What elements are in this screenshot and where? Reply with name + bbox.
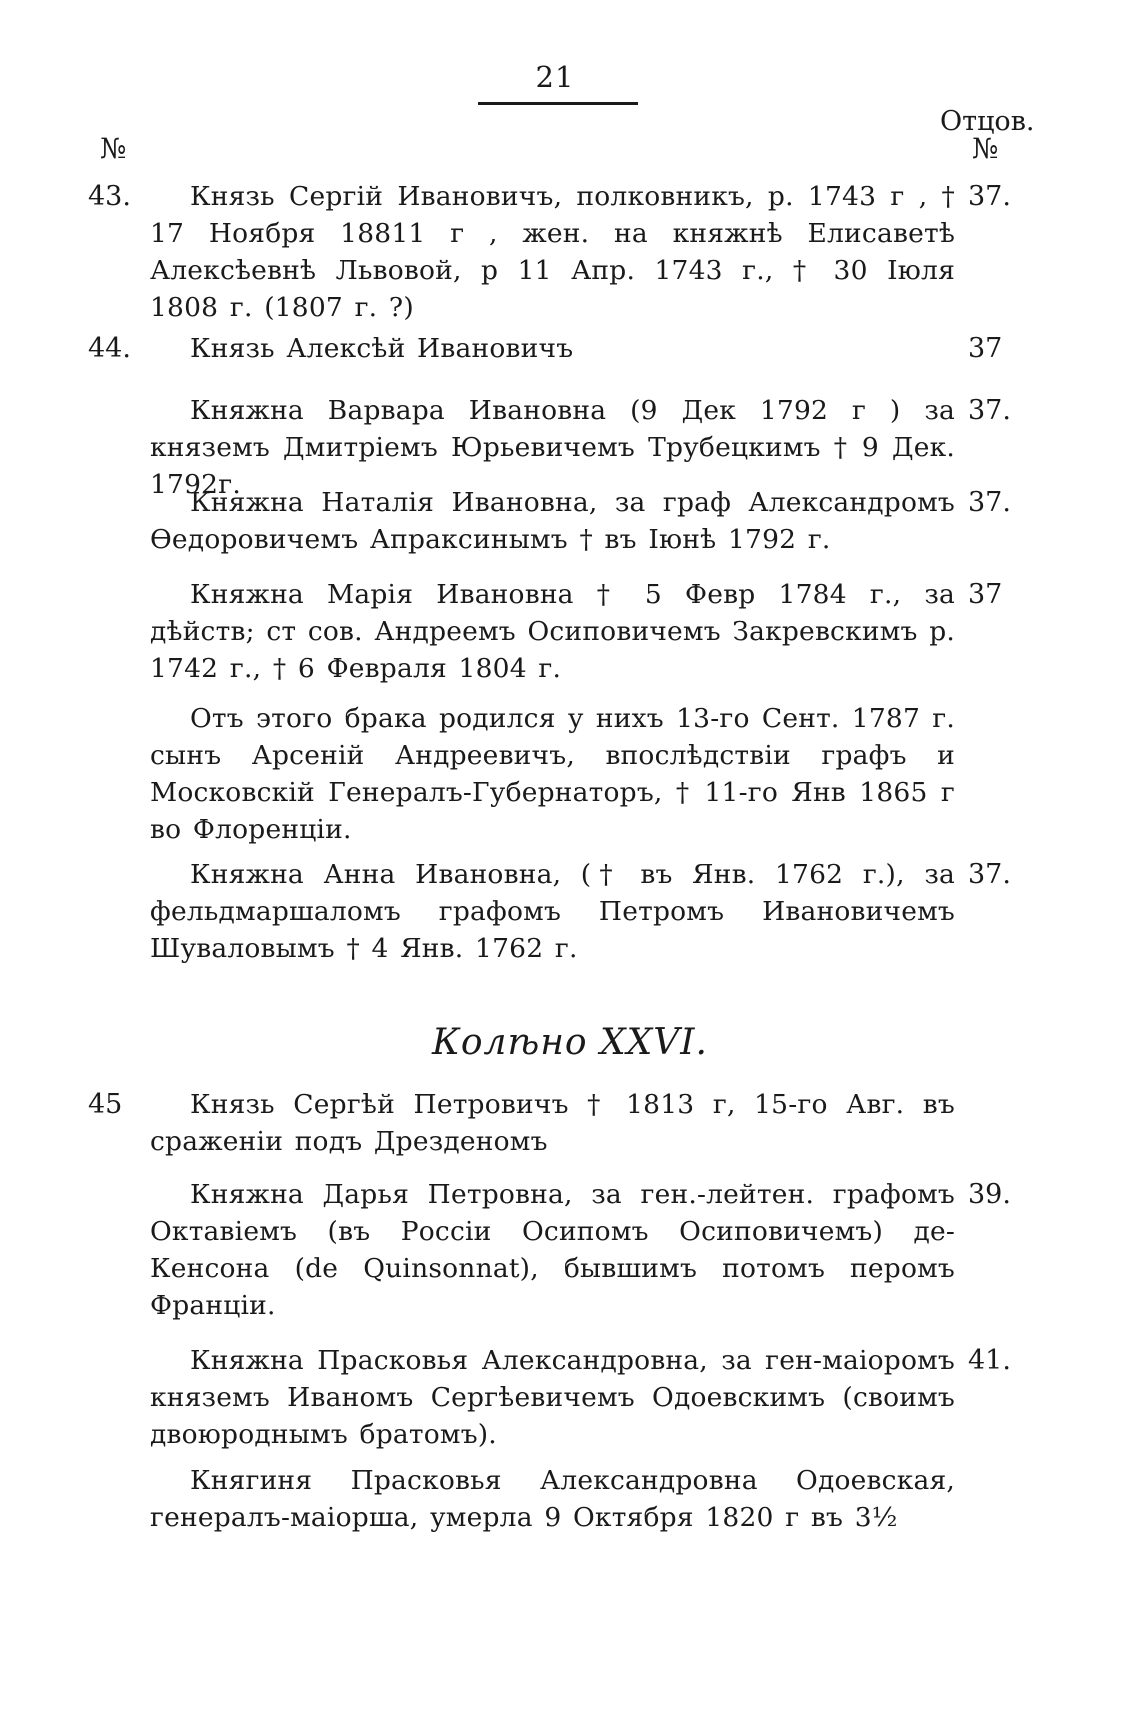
entry-number: 44. bbox=[88, 333, 131, 364]
father-number: 37. bbox=[968, 859, 1011, 890]
page-number: 21 bbox=[535, 60, 575, 94]
entry-text: Князь Алексѣй Ивановичъ bbox=[190, 333, 574, 364]
page-number-rule bbox=[478, 102, 638, 105]
entry-text: Отъ этого брака родился у нихъ 13-го Сент. 1787 г. сынъ Арсеній Андреевичъ, впослѣдствіи графъ и Московскій Генералъ-Губернаторъ, † 11-го Янв 1865 г во Флоренціи. bbox=[150, 703, 955, 845]
entry-text: Княжна Наталія Ивановна, за граф Александромъ Ѳедоровичемъ Апраксинымъ † въ Іюнѣ 1792 г. bbox=[150, 487, 955, 555]
entry-text: Княжна Марія Ивановна † 5 Февр 1784 г., за дѣйств; ст сов. Андреемъ Осиповичемъ Закревскимъ р. 1742 г., † 6 Февраля 1804 г. bbox=[150, 579, 956, 684]
entry-text: Княжна Прасковья Александровна, за ген-маіоромъ княземъ Иваномъ Сергѣевичемъ Одоевскимъ (своимъ двоюроднымъ братомъ). bbox=[150, 1345, 955, 1450]
entry-number: 43. bbox=[88, 181, 131, 212]
entry-text: Княжна Анна Ивановна, († въ Янв. 1762 г.), за фельдмаршаломъ графомъ Петромъ Ивановичемъ Шуваловымъ † 4 Янв. 1762 г. bbox=[150, 859, 955, 964]
father-number: 37. bbox=[968, 487, 1011, 518]
father-number: 37. bbox=[968, 395, 1011, 426]
left-number-sign: № bbox=[100, 132, 127, 165]
father-number: 41. bbox=[968, 1345, 1011, 1376]
section-title: Колѣно XXVI. bbox=[432, 1022, 708, 1063]
father-number: 39. bbox=[968, 1179, 1011, 1210]
entry-text: Княжна Дарья Петровна, за ген.-лейтен. графомъ Октавіемъ (въ Россіи Осипомъ Осиповичемъ) де-Кенсона (de Quinsonnat), бывшимъ потомъ перомъ Франціи. bbox=[150, 1179, 955, 1321]
entry-text: Княгиня Прасковья Александровна Одоевская, генералъ-маіорша, умерла 9 Октября 1820 г въ 3½ bbox=[150, 1465, 955, 1533]
father-number: 37 bbox=[968, 579, 1003, 610]
right-number-sign: № bbox=[972, 132, 999, 165]
entry-number: 45 bbox=[88, 1089, 123, 1120]
father-number: 37 bbox=[968, 333, 1003, 364]
entry-text: Княжна Варвара Ивановна (9 Дек 1792 г ) за княземъ Дмитріемъ Юрьевичемъ Трубецкимъ † 9 Дек. 1792г. bbox=[150, 395, 955, 500]
entry-text: Князь Сергѣй Петровичъ † 1813 г, 15-го Авг. въ сраженіи подъ Дрезденомъ bbox=[150, 1089, 955, 1157]
entry-text: Князь Сергій Ивановичъ, полковникъ, р. 1743 г , † 17 Ноября 18811 г , жен. на княжнѣ Елисаветѣ Алексѣевнѣ Львовой, р 11 Апр. 1743 г., † 30 Іюля 1808 г. (1807 г. ?) bbox=[150, 181, 955, 323]
father-number: 37. bbox=[968, 181, 1011, 212]
right-column-label: Отцов. bbox=[940, 106, 1035, 137]
